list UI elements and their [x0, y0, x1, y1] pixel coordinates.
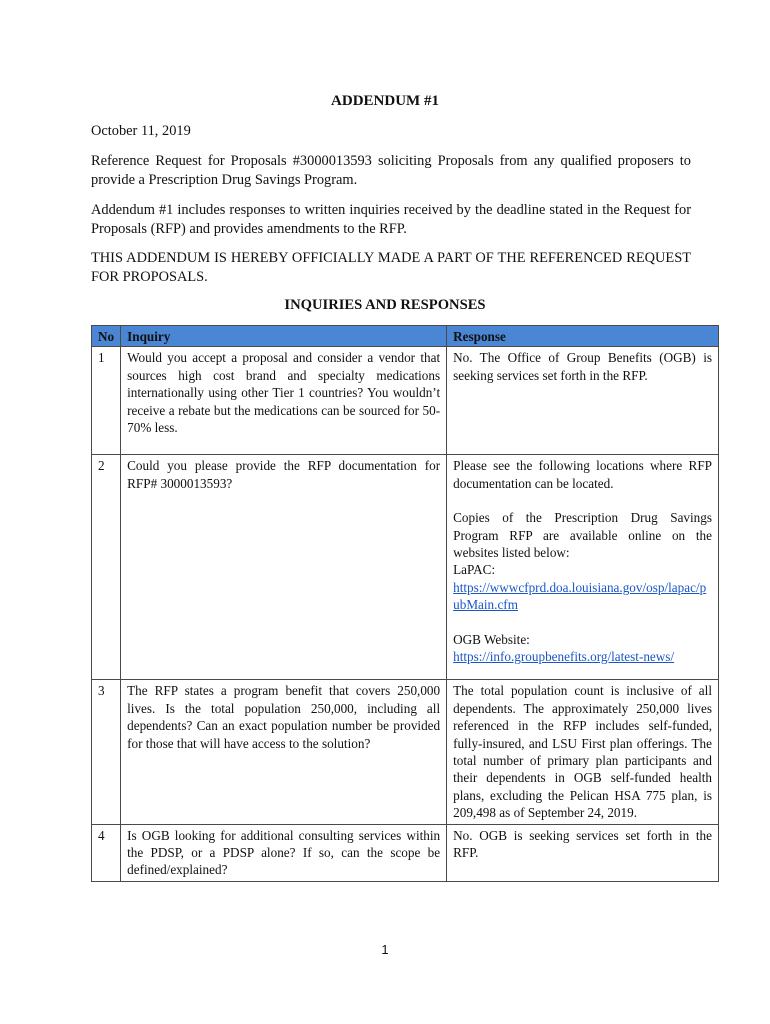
inquiry-cell: The RFP states a program benefit that covers 250,000 lives. Is the total population 250,000, including all dependents? Can an exact population number be provided for those that will have access to the solution? — [121, 680, 447, 824]
ogb-website-label: OGB Website: — [453, 631, 530, 647]
table-row — [92, 347, 719, 455]
response-copies-text: Copies of the Prescription Drug Savings Program RFP are available online on the websites listed below: — [453, 510, 712, 561]
row-number: 2 — [92, 455, 121, 680]
lapac-link[interactable]: https://wwwcfprd.doa.louisiana.gov/osp/lapac/pubMain.cfm — [453, 579, 707, 613]
ogb-website-link[interactable]: https://info.groupbenefits.org/latest-news/ — [453, 649, 675, 665]
inquiry-cell: Would you accept a proposal and consider a vendor that sources high cost brand and specialty medications internationally using other Tier 1 countries? You wouldn’t receive a rebate but the medications can be sourced for 50-70% less. — [121, 347, 447, 455]
addendum-intro-paragraph: Addendum #1 includes responses to written inquiries received by the deadline stated in the Request for Proposals (RFP) and provides amendments to the RFP. — [91, 202, 691, 237]
row-number: 4 — [92, 824, 121, 881]
response-cell — [447, 455, 719, 680]
lapac-label: LaPAC: — [453, 562, 496, 578]
header-response: Response — [447, 326, 719, 347]
header-no: No — [92, 326, 121, 347]
document-title: ADDENDUM #1 — [331, 93, 439, 109]
table-row — [92, 680, 719, 824]
page-number: 1 — [381, 942, 389, 957]
official-notice-paragraph: THIS ADDENDUM IS HEREBY OFFICIALLY MADE A PART OF THE REFERENCED REQUEST FOR PROPOSALS. — [91, 250, 691, 285]
reference-paragraph: Reference Request for Proposals #3000013593 soliciting Proposals from any qualified proposers to provide a Prescription Drug Savings Program. — [91, 153, 691, 188]
inquiry-cell: Is OGB looking for additional consulting services within the PDSP, or a PDSP alone? If so, can the scope be defined/explained? — [121, 824, 447, 881]
response-cell: No. The Office of Group Benefits (OGB) is seeking services set forth in the RFP. — [447, 347, 719, 455]
table-row — [92, 824, 719, 881]
section-heading: INQUIRIES AND RESPONSES — [284, 297, 486, 313]
response-cell: The total population count is inclusive of all dependents. The approximately 250,000 lives referenced in the RFP includes self-funded, fully-insured, and LSU First plan offerings. The total number of primary plan participants and their dependents in OGB self-funded health plans, excluding the Pelican HSA 775 plan, is 209,498 as of September 24, 2019. — [447, 680, 719, 824]
row-number: 3 — [92, 680, 121, 824]
inquiry-cell: Could you please provide the RFP documentation for RFP# 3000013593? — [121, 455, 447, 680]
document-date: October 11, 2019 — [91, 123, 191, 139]
header-inquiry: Inquiry — [121, 326, 447, 347]
row-number: 1 — [92, 347, 121, 455]
table-row — [92, 455, 719, 680]
inquiries-table — [91, 325, 719, 882]
table-header-row — [92, 326, 719, 347]
response-intro: Please see the following locations where RFP documentation can be located. — [453, 458, 712, 491]
response-cell: No. OGB is seeking services set forth in the RFP. — [447, 824, 719, 881]
